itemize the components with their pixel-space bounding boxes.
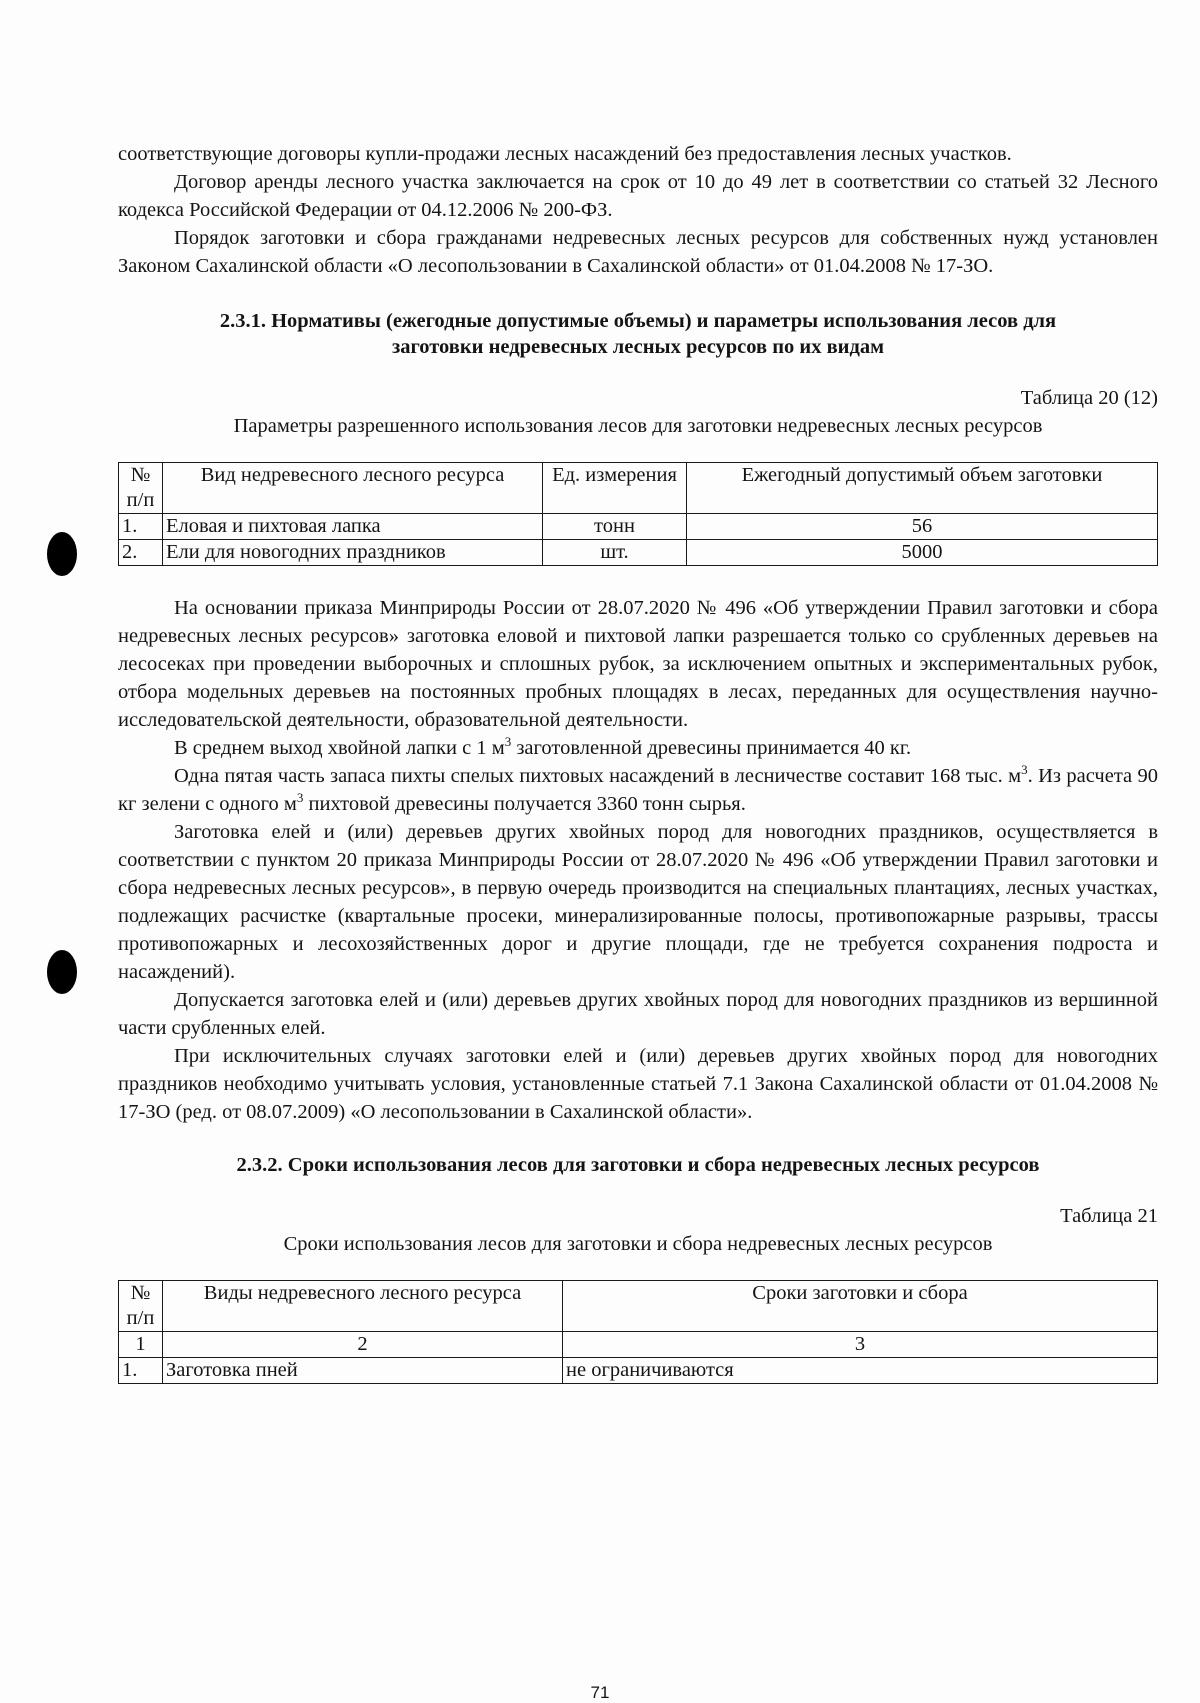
cell: 56 [687,514,1158,540]
cell: тонн [543,514,687,540]
table-row [119,514,1158,540]
cell: шт. [543,540,687,566]
cell: 3 [563,1332,1158,1358]
section-heading-2-3-2: 2.3.2. Сроки использования лесов для заготовки и сбора недревесных лесных ресурсов [236,1154,1040,1176]
cell: 5000 [687,540,1158,566]
document-page [118,140,1158,1384]
table-row [119,1358,1158,1384]
header-cell: Вид недревесного лесного ресурса [163,463,543,514]
cell: 2 [163,1332,563,1358]
cell: 1. [119,1358,163,1384]
paragraph: Порядок заготовки и сбора гражданами недревесных лесных ресурсов для собственных нужд установлен Законом Сахалинской области «О лесопользовании в Сахалинской области» от 01.04.2008 № 17-ЗО. [118,227,1158,277]
paragraph: Заготовка елей и (или) деревьев других хвойных пород для новогодних праздников, осуществляется в соответствии с пунктом 20 приказа Минприроды России от 28.07.2020 № 496 «Об утверждении Правил заготовки и сбора недревесных лесных ресурсов», в первую очередь производится на специальных плантациях, лесных участках, подлежащих расчистке (квартальные просеки, минерализированные полосы, противопожарные разрывы, трассы противопожарных и лесохозяйственных дорог и другие площади, где не требуется сохранения подроста и насаждений). [118,821,1158,983]
paragraph: соответствующие договоры купли-продажи лесных насаждений без предоставления лесных участков. [118,143,1012,165]
table-caption: Параметры разрешенного использования лесов для заготовки недревесных лесных ресурсов [233,415,1043,437]
table-21 [118,1280,1158,1384]
punch-hole-top [47,532,77,576]
header-cell: Виды недревесного лесного ресурса [163,1281,563,1332]
header-cell: Сроки заготовки и сбора [563,1281,1158,1332]
header-cell: № п/п [119,463,163,514]
cell: не ограничиваются [563,1358,1158,1384]
table-number: Таблица 21 [1060,1205,1158,1227]
cell: Еловая и пихтовая лапка [163,514,543,540]
cell: 1. [119,514,163,540]
section-heading-2-3-1: 2.3.1. Нормативы (ежегодные допустимые объемы) и параметры использования лесов для заготовки недревесных лесных ресурсов по их видам [219,310,1057,358]
cell: Ели для новогодних праздников [163,540,543,566]
paragraph: Допускается заготовка елей и (или) деревьев других хвойных пород для новогодних праздников из вершинной части срубленных елей. [118,989,1158,1039]
paragraph: В среднем выход хвойной лапки с 1 $м^3$ заготовленной древесины принимается 40 кг. [174,734,912,759]
paragraph: На основании приказа Минприроды России от 28.07.2020 № 496 «Об утверждении Правил заготовки и сбора недревесных лесных ресурсов» заготовка еловой и пихтовой лапки разрешается только со срубленных деревьев на лесосеках при проведении выборочных и сплошных рубок, за исключением опытных и экспериментальных рубок, отбора модельных деревьев на постоянных пробных площадях в лесах, переданных для осуществления научно-исследовательской деятельности, образовательной деятельности. [118,597,1158,731]
table-row [119,540,1158,566]
table-header-row [119,463,1158,514]
page-number: 71 [590,1683,610,1702]
table-number: Таблица 20 (12) [1020,387,1158,409]
header-cell: Ед. измерения [543,463,687,514]
table-header-row [119,1281,1158,1332]
table-20 [118,462,1158,566]
cell: Заготовка пней [163,1358,563,1384]
punch-hole-bottom [47,950,77,994]
cell: 1 [119,1332,163,1358]
header-cell: № п/п [119,1281,163,1332]
header-cell: Ежегодный допустимый объем заготовки [687,463,1158,514]
paragraph: Одна пятая часть запаса пихты спелых пихтовых насаждений в лесничестве составит 168 тыс. $м^3$. Из расчета 90 кг зелени с одного $м^3$ пихтовой древесины получается 3360 тонн сырья. [118,762,1158,815]
table-index-row [119,1332,1158,1358]
cell: 2. [119,540,163,566]
paragraph: При исключительных случаях заготовки елей и (или) деревьев других хвойных пород для новогодних праздников необходимо учитывать условия, установленные статьей 7.1 Закона Сахалинской области от 01.04.2008 № 17-ЗО (ред. от 08.07.2009) «О лесопользовании в Сахалинской области». [118,1045,1158,1123]
paragraph: Договор аренды лесного участка заключается на срок от 10 до 49 лет в соответствии со статьей 32 Лесного кодекса Российской Федерации от 04.12.2006 № 200-ФЗ. [118,171,1158,221]
table-caption: Сроки использования лесов для заготовки и сбора недревесных лесных ресурсов [283,1233,993,1255]
